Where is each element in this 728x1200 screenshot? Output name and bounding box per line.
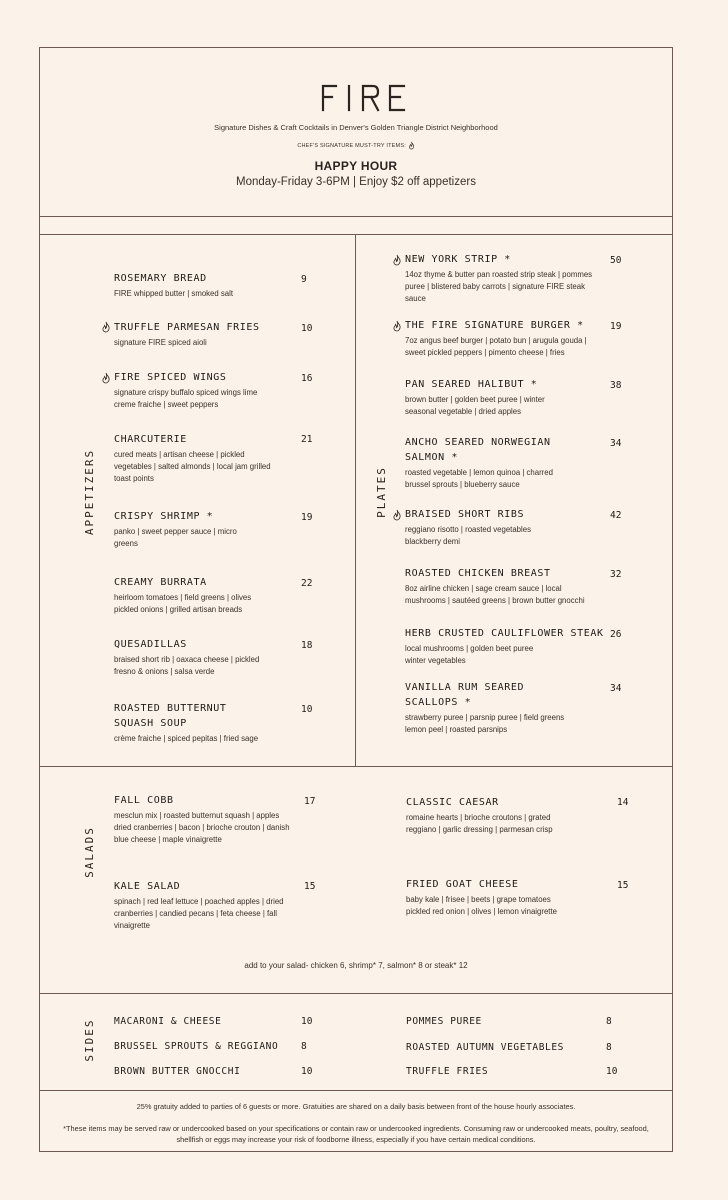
item-name: CREAMY BURRATA [114,577,207,588]
menu-item-braised-short-ribs [405,507,555,548]
menu-item-ancho-seared-norwegian-salmon [405,435,570,491]
item-description: spinach | red leaf lettuce | poached apples | dried cranberries | candied pecans | feta cheese | fall vinaigrette [114,897,284,930]
side-item-roasted-autumn-vegetables [406,1040,564,1055]
item-price: 32 [610,569,622,580]
sides-top-divider [39,993,673,994]
salad-addon-note: add to your salad- chicken 6, shrimp* 7, salmon* 8 or steak* 12 [244,961,468,970]
item-description: mesclun mix | roasted butternut squash | apples dried cranberries | bacon | brioche crouton | danish blue cheese | maple vinaigrette [114,811,290,844]
item-description: reggiano risotto | roasted vegetables blackberry demi [405,525,531,546]
item-description: signature crispy buffalo spiced wings lime creme fraiche | sweet peppers [114,388,258,409]
item-name: ANCHO SEARED NORWEGIAN SALMON * [405,437,551,463]
item-description: 7oz angus beef burger | potato bun | arugula gouda | sweet pickled peppers | pimento cheese | fries [405,336,587,357]
item-price: 19 [610,321,622,332]
item-name: ROASTED BUTTERNUT SQUASH SOUP [114,703,227,729]
item-name: BRUSSEL SPROUTS & REGGIANO [114,1041,279,1052]
item-price: 26 [610,629,622,640]
tagline: Signature Dishes & Craft Cocktails in Denver's Golden Triangle District Neighborhood [214,123,498,132]
side-item-truffle-fries [406,1064,488,1079]
column-divider [355,234,356,766]
item-description: 14oz thyme & butter pan roasted strip steak | pommes puree | blistered baby carrots | signature FIRE steak sauce [405,270,593,303]
item-price: 10 [606,1066,618,1077]
menu-item-kale-salad [114,879,294,932]
item-name: CRISPY SHRIMP * [114,511,214,522]
item-name: VANILLA RUM SEARED SCALLOPS * [405,682,525,708]
menu-item-vanilla-rum-seared-scallops [405,680,570,736]
item-description: signature FIRE spiced aioli [114,338,207,347]
main-top-divider [39,234,673,235]
item-price: 21 [301,434,313,445]
item-name: TRUFFLE PARMESAN FRIES [114,322,260,333]
item-price: 10 [301,704,313,715]
item-price: 9 [301,274,307,285]
logo [0,84,728,116]
menu-item-fried-goat-cheese [406,877,566,918]
must-try-legend [39,141,673,150]
menu-item-crispy-shrimp [114,509,254,550]
item-price: 18 [301,640,313,651]
menu-item-quesadillas [114,637,274,678]
flame-icon [392,509,402,521]
item-description: strawberry puree | parsnip puree | field greens lemon peel | roasted parsnips [405,713,565,734]
flame-icon [392,254,402,266]
item-name: ROSEMARY BREAD [114,273,207,284]
item-description: crème fraiche | spiced pepitas | fried sage [114,734,259,743]
menu-item-creamy-burrata [114,575,274,616]
item-name: QUESADILLAS [114,639,187,650]
item-name: CLASSIC CAESAR [406,797,499,808]
item-name: FALL COBB [114,795,174,806]
item-name: TRUFFLE FRIES [406,1066,489,1077]
item-description: braised short rib | oaxaca cheese | pickled fresno & onions | salsa verde [114,655,260,676]
item-description: romaine hearts | brioche croutons | grated reggiano | garlic dressing | parmesan crisp [406,813,553,834]
item-price: 38 [610,380,622,391]
item-name: MACARONI & CHEESE [114,1016,222,1027]
menu-item-charcuterie [114,432,274,485]
item-price: 34 [610,438,622,449]
section-label-plates: PLATES [375,466,388,518]
menu-item-pan-seared-halibut [405,377,565,418]
menu-item-fire-spiced-wings [114,370,274,411]
item-name: NEW YORK STRIP * [405,254,511,265]
side-item-brown-butter-gnocchi [114,1064,240,1079]
item-name: KALE SALAD [114,881,181,892]
item-price: 16 [301,373,313,384]
item-price: 8 [606,1042,612,1053]
item-price: 15 [304,881,316,892]
happy-hour-detail: Monday-Friday 3-6PM | Enjoy $2 off appetizers [236,176,476,188]
item-name: BRAISED SHORT RIBS [405,509,525,520]
flame-icon [101,372,111,384]
item-price: 22 [301,578,313,589]
item-price: 10 [301,1016,313,1027]
flame-icon [101,321,111,333]
header-divider [39,216,673,217]
menu-item-new-york-strip [405,252,595,305]
footer-divider [39,1090,673,1091]
raw-food-warning: *These items may be served raw or undercooked based on your specifications or contain raw or undercooked ingredients. Consuming raw or undercooked meats, poultry, seafood, shellfish or eggs may increase your risk of foodborne illness, especially if you have certain medical conditions. [63,1124,649,1144]
salads-top-divider [39,766,673,767]
menu-item-classic-caesar [406,795,556,836]
menu-item-rosemary-bread [114,271,294,300]
flame-icon [408,141,415,150]
item-description: heirloom tomatoes | field greens | olives pickled onions | grilled artisan breads [114,593,252,614]
section-label-appetizers: APPETIZERS [83,448,96,536]
gratuity-note: 25% gratuity added to parties of 6 guests or more. Gratuities are shared on a daily basis between front of the house hourly associates. [136,1102,576,1111]
item-description: brown butter | golden beet puree | winter seasonal vegetable | dried apples [405,395,545,416]
menu-item-fall-cobb [114,793,294,846]
item-price: 17 [304,796,316,807]
item-description: FIRE whipped butter | smoked salt [114,289,234,298]
item-price: 8 [606,1016,612,1027]
item-name: BROWN BUTTER GNOCCHI [114,1066,241,1077]
item-description: local mushrooms | golden beet puree winter vegetables [405,644,534,665]
item-price: 42 [610,510,622,521]
item-price: 19 [301,512,313,523]
menu-item-truffle-parmesan-fries [114,320,294,349]
item-name: FIRE SPICED WINGS [114,372,227,383]
side-item-brussel-sprouts [114,1039,278,1054]
item-price: 8 [301,1041,307,1052]
item-name: THE FIRE SIGNATURE BURGER * [405,320,584,331]
side-item-pommes-puree [406,1014,482,1029]
item-description: cured meats | artisan cheese | pickled vegetables | salted almonds | local jam grilled toast points [114,450,271,483]
item-price: 10 [301,1066,313,1077]
item-description: roasted vegetable | lemon quinoa | charred brussel sprouts | blueberry sauce [405,468,553,489]
item-name: CHARCUTERIE [114,434,187,445]
section-label-sides: SIDES [83,1018,96,1062]
item-description: 8oz airline chicken | sage cream sauce | local mushrooms | sautéed greens | brown butter gnocchi [405,584,585,605]
item-description: baby kale | frisee | beets | grape tomatoes pickled red onion | olives | lemon vinaigrette [406,895,557,916]
menu-item-fire-signature-burger [405,318,600,359]
item-name: ROASTED CHICKEN BREAST [405,568,551,579]
item-name: ROASTED AUTUMN VEGETABLES [406,1042,564,1053]
must-try-label: CHEF'S SIGNATURE MUST-TRY ITEMS: [297,142,406,149]
section-label-salads: SALADS [83,826,96,878]
item-price: 14 [617,797,629,808]
item-price: 10 [301,323,313,334]
item-name: FRIED GOAT CHEESE [406,879,519,890]
item-price: 15 [617,880,629,891]
menu-item-roasted-chicken-breast [405,566,590,607]
flame-icon [392,320,402,332]
item-price: 50 [610,255,622,266]
menu-item-herb-crusted-cauliflower-steak [405,626,604,667]
item-description: panko | sweet pepper sauce | micro greens [114,527,237,548]
menu-item-roasted-butternut-squash-soup [114,701,264,745]
item-name: POMMES PUREE [406,1016,482,1027]
happy-hour-title: HAPPY HOUR [314,159,398,173]
fire-logo-mark [320,84,408,112]
side-item-macaroni-cheese [114,1014,221,1029]
item-name: PAN SEARED HALIBUT * [405,379,538,390]
item-price: 34 [610,683,622,694]
item-name: HERB CRUSTED CAULIFLOWER STEAK [405,628,604,639]
